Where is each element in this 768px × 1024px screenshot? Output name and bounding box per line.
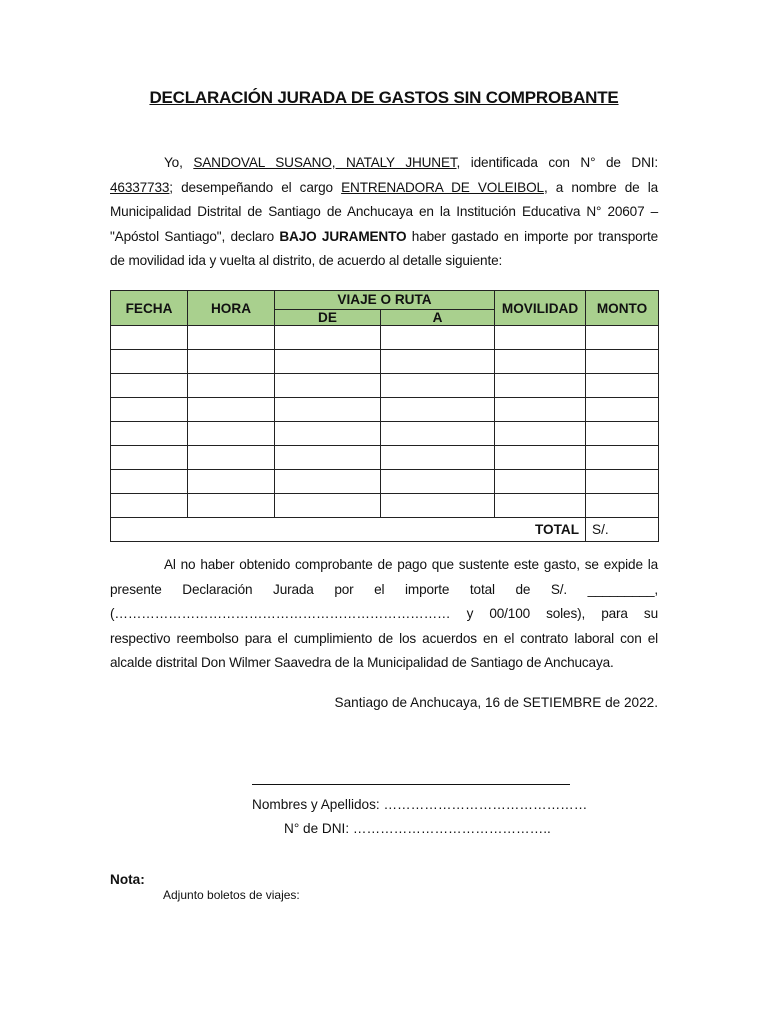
cell-a[interactable]	[381, 470, 495, 494]
cell-hora[interactable]	[188, 446, 275, 470]
cell-monto[interactable]	[586, 494, 659, 518]
cell-monto[interactable]	[586, 374, 659, 398]
expenses-table-wrapper	[110, 290, 658, 542]
intro-text-5: haber gastado en importe por transporte de movilidad ida y vuelta al distrito, de acuerdo al detalle siguiente:	[110, 228, 659, 268]
cell-fecha[interactable]	[111, 494, 188, 518]
signature-line	[252, 784, 570, 785]
cell-fecha[interactable]	[111, 422, 188, 446]
table-row	[111, 374, 659, 398]
header-fecha: FECHA	[111, 291, 188, 326]
document-title: DECLARACIÓN JURADA DE GASTOS SIN COMPROBANTE	[149, 88, 619, 107]
table-row	[111, 398, 659, 422]
header-monto: MONTO	[586, 291, 659, 326]
cell-hora[interactable]	[188, 374, 275, 398]
cell-movilidad[interactable]	[495, 494, 586, 518]
cell-monto[interactable]	[586, 422, 659, 446]
cell-fecha[interactable]	[111, 470, 188, 494]
table-row	[111, 326, 659, 350]
intro-text-2: , identificada con N° de DNI:	[456, 155, 658, 170]
cell-a[interactable]	[381, 326, 495, 350]
table-row	[111, 494, 659, 518]
declarant-name: SANDOVAL SUSANO, NATALY JHUNET	[193, 155, 457, 170]
total-label: TOTAL	[111, 518, 586, 542]
cell-de[interactable]	[275, 446, 381, 470]
bajo-juramento: BAJO JURAMENTO	[279, 228, 407, 244]
table-row	[111, 470, 659, 494]
cell-hora[interactable]	[188, 350, 275, 374]
cell-de[interactable]	[275, 326, 381, 350]
cell-monto[interactable]	[586, 470, 659, 494]
header-de: DE	[275, 310, 381, 326]
cell-hora[interactable]	[188, 326, 275, 350]
cell-fecha[interactable]	[111, 374, 188, 398]
cell-de[interactable]	[275, 350, 381, 374]
cell-a[interactable]	[381, 494, 495, 518]
closing-paragraph	[110, 553, 658, 676]
cell-hora[interactable]	[188, 422, 275, 446]
cell-de[interactable]	[275, 422, 381, 446]
cell-movilidad[interactable]	[495, 350, 586, 374]
declarant-dni: 46337733;	[110, 179, 173, 195]
cell-monto[interactable]	[586, 398, 659, 422]
intro-text-4: , a nombre de la Municipalidad Distrital de Santiago de Anchucaya en la Institución Educativa N° 20607 – "Apóstol Santiago", declaro	[110, 179, 658, 244]
table-row	[111, 446, 659, 470]
signature-dni: N° de DNI: ……………………………………..	[284, 821, 551, 836]
cell-hora[interactable]	[188, 494, 275, 518]
intro-text-3: desempeñando el cargo	[172, 179, 342, 195]
cell-hora[interactable]	[188, 398, 275, 422]
intro-paragraph	[110, 151, 658, 274]
nota-text: Adjunto boletos de viajes:	[163, 888, 300, 902]
cell-monto[interactable]	[586, 326, 659, 350]
total-value[interactable]: S/.	[586, 518, 659, 542]
cell-monto[interactable]	[586, 350, 659, 374]
total-row	[111, 518, 659, 542]
cell-movilidad[interactable]	[495, 326, 586, 350]
cell-fecha[interactable]	[111, 446, 188, 470]
cell-de[interactable]	[275, 374, 381, 398]
cell-fecha[interactable]	[111, 350, 188, 374]
table-row	[111, 422, 659, 446]
table-row	[111, 350, 659, 374]
cell-movilidad[interactable]	[495, 446, 586, 470]
cell-a[interactable]	[381, 422, 495, 446]
cell-fecha[interactable]	[111, 398, 188, 422]
cell-movilidad[interactable]	[495, 374, 586, 398]
header-a: A	[381, 310, 495, 326]
cell-hora[interactable]	[188, 470, 275, 494]
signature-names: Nombres y Apellidos: ………………………………………	[252, 797, 588, 812]
cell-movilidad[interactable]	[495, 422, 586, 446]
cell-de[interactable]	[275, 398, 381, 422]
header-hora: HORA	[188, 291, 275, 326]
header-movilidad: MOVILIDAD	[495, 291, 586, 326]
cell-movilidad[interactable]	[495, 398, 586, 422]
nota-label: Nota:	[110, 872, 145, 887]
date-line: Santiago de Anchucaya, 16 de SETIEMBRE de 2022.	[334, 695, 658, 710]
cell-fecha[interactable]	[111, 326, 188, 350]
closing-text: Al no haber obtenido comprobante de pago que sustente este gasto, se expide la presente Declaración Jurada por el importe total de S/. _________, (………………………………………………………………… y 00/100 soles), para su respectivo reembolso para el cumplimiento de los acuerdos en el contrato laboral con el alcalde distrital Don Wilmer Saavedra de la Municipalidad de Santiago de Anchucaya.	[110, 557, 658, 670]
cell-a[interactable]	[381, 374, 495, 398]
cell-a[interactable]	[381, 398, 495, 422]
declarant-cargo: ENTRENADORA DE VOLEIBOL	[341, 179, 544, 195]
cell-monto[interactable]	[586, 446, 659, 470]
header-viaje: VIAJE O RUTA	[275, 291, 495, 310]
intro-text-1: Yo,	[164, 155, 194, 170]
cell-movilidad[interactable]	[495, 470, 586, 494]
expenses-table	[110, 290, 659, 542]
cell-de[interactable]	[275, 494, 381, 518]
cell-de[interactable]	[275, 470, 381, 494]
cell-a[interactable]	[381, 350, 495, 374]
cell-a[interactable]	[381, 446, 495, 470]
